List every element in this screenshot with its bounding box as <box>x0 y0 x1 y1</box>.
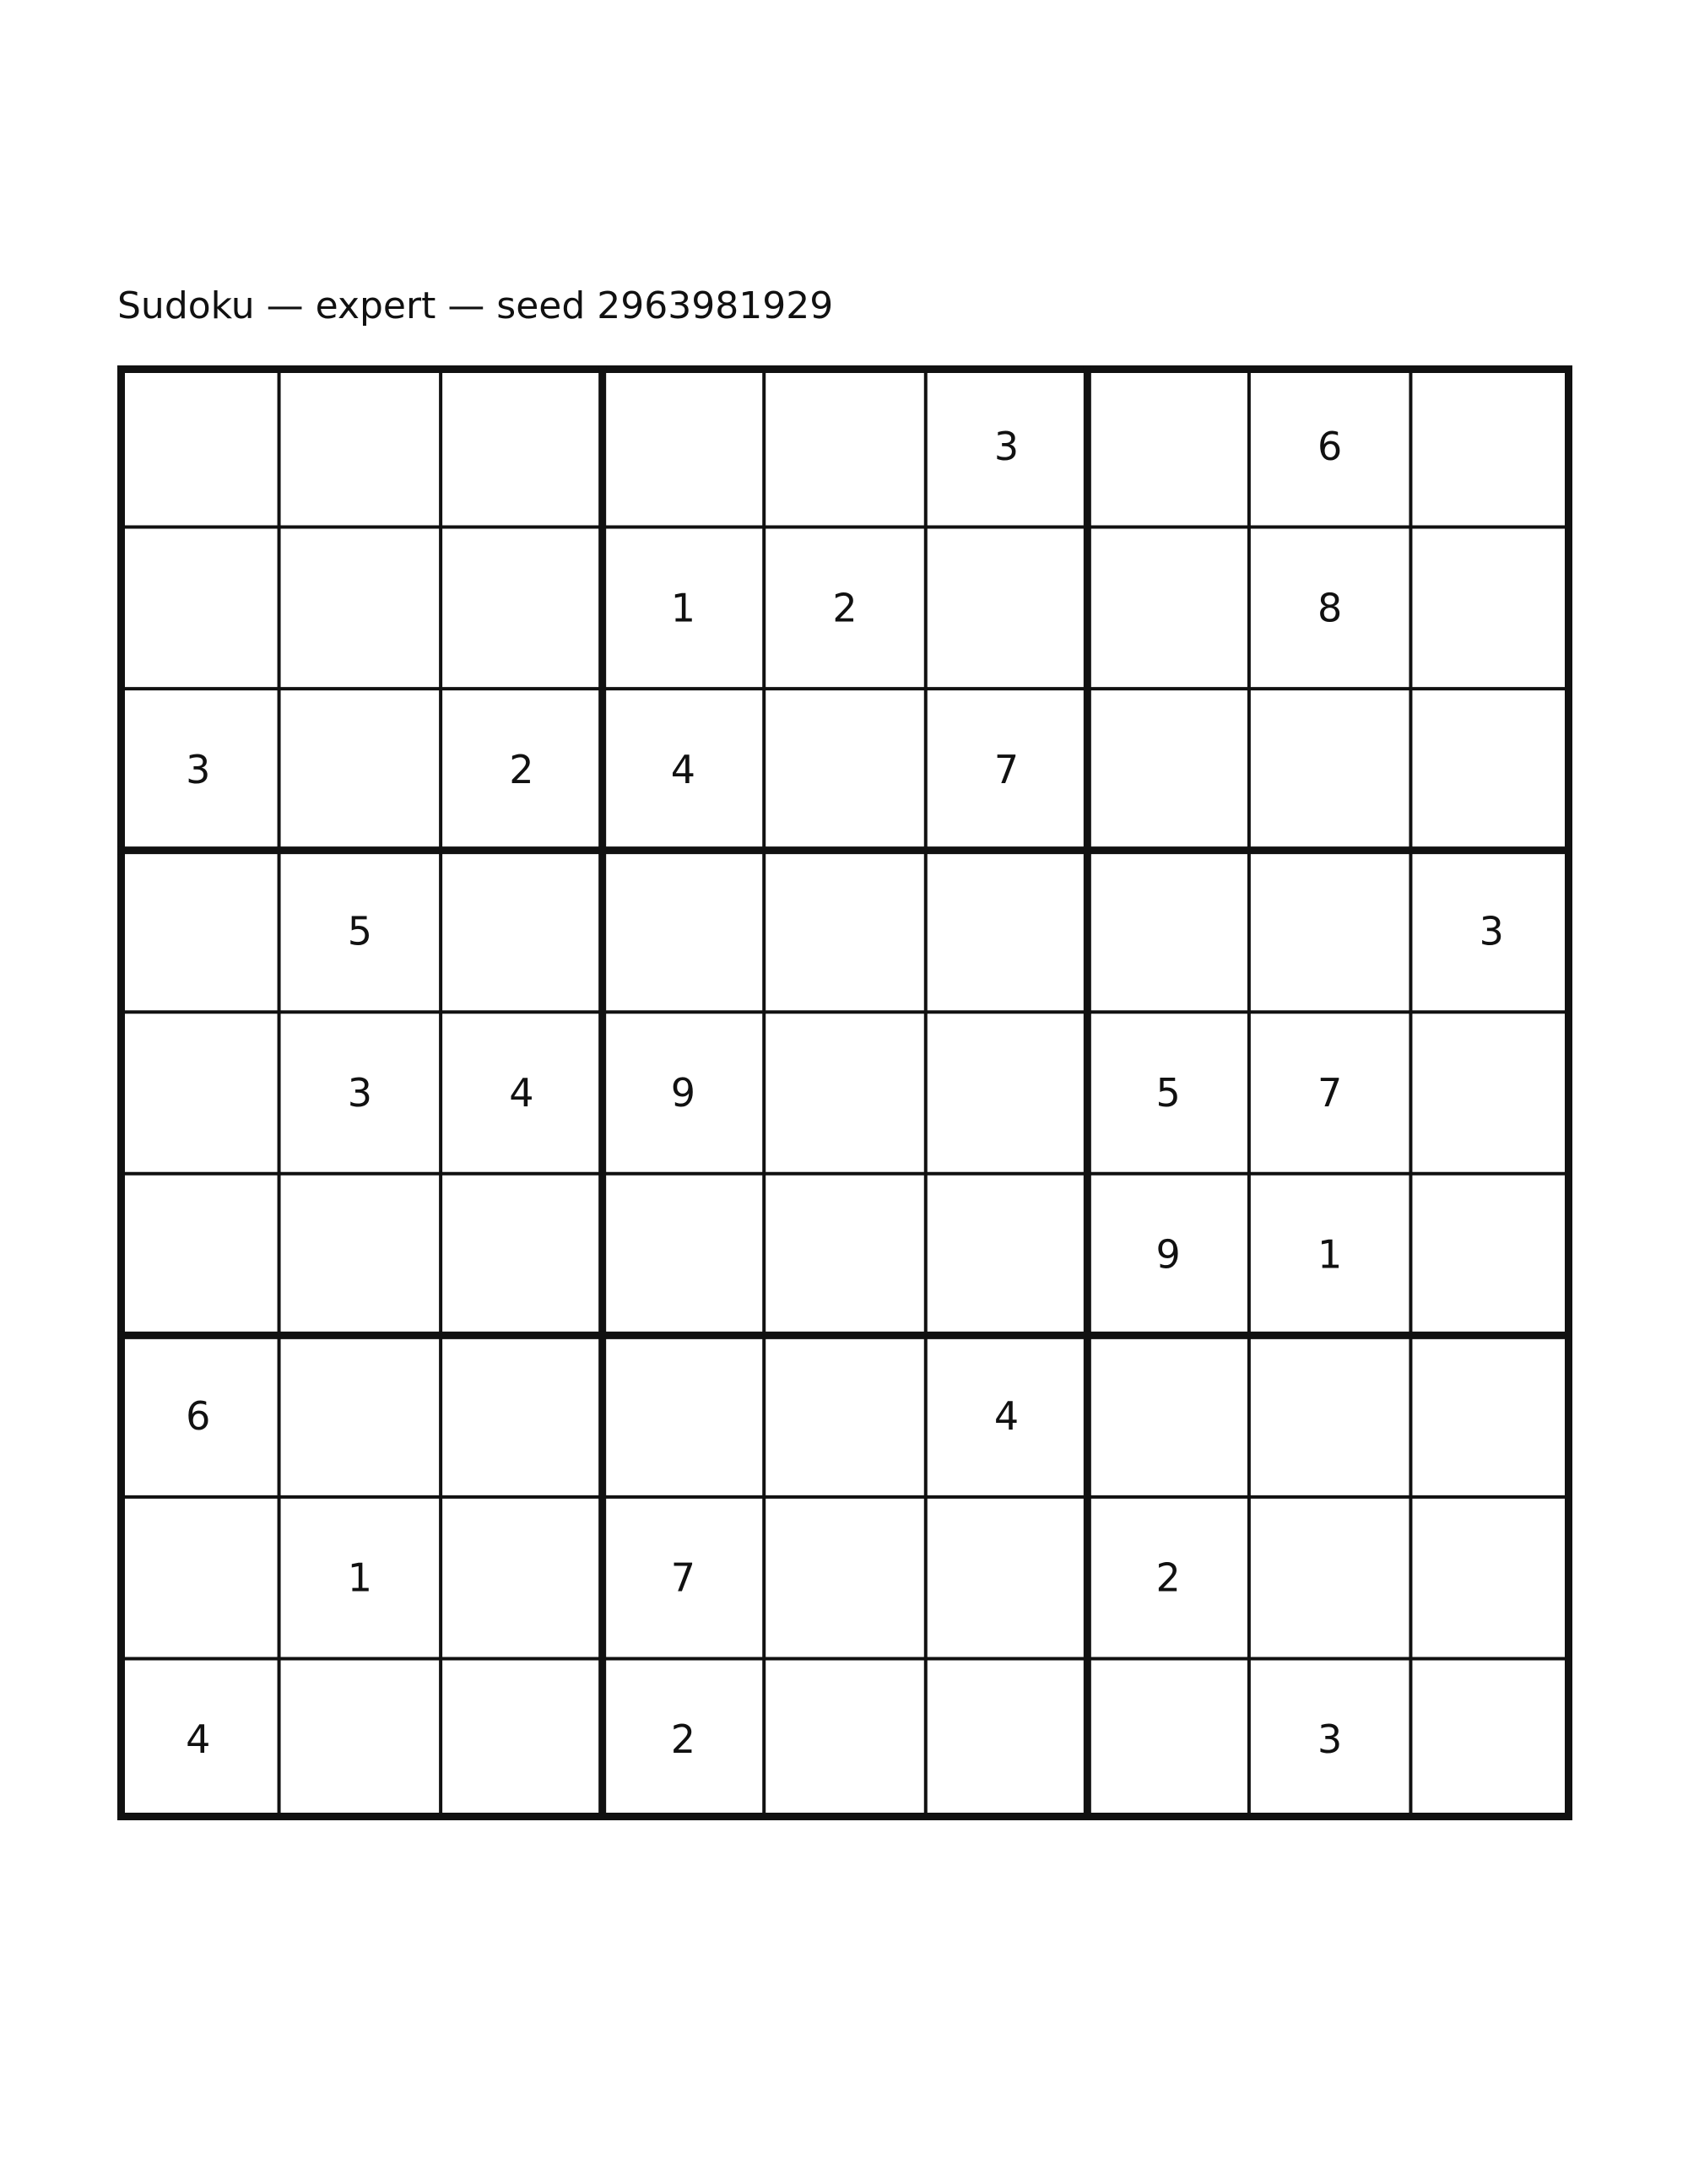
sudoku-cell[interactable] <box>279 851 441 1013</box>
sudoku-cell[interactable] <box>1087 1497 1249 1659</box>
sudoku-cell[interactable] <box>603 689 765 851</box>
sudoku-cell[interactable] <box>1249 689 1411 851</box>
sudoku-cell[interactable] <box>1249 851 1411 1013</box>
sudoku-cell[interactable] <box>1410 365 1572 527</box>
cell-background[interactable] <box>1410 1012 1572 1174</box>
sudoku-cell[interactable] <box>117 527 279 689</box>
cell-background[interactable] <box>926 1174 1088 1336</box>
sudoku-cell[interactable] <box>603 365 765 527</box>
sudoku-cell[interactable] <box>1249 1658 1411 1820</box>
given-digit: 1 <box>670 585 696 631</box>
sudoku-cell[interactable] <box>441 527 603 689</box>
sudoku-cell[interactable] <box>1249 527 1411 689</box>
given-digit: 1 <box>347 1554 372 1601</box>
cell-background[interactable] <box>1410 1497 1572 1659</box>
cell-background[interactable] <box>1087 1658 1249 1820</box>
cell-background[interactable] <box>1087 689 1249 851</box>
sudoku-cell[interactable] <box>279 1174 441 1336</box>
cell-background[interactable] <box>926 1012 1088 1174</box>
given-digit: 2 <box>1155 1554 1181 1601</box>
cell-background[interactable] <box>926 851 1088 1013</box>
cell-background[interactable] <box>279 365 441 527</box>
cell-background[interactable] <box>279 1174 441 1336</box>
sudoku-cell[interactable] <box>926 527 1088 689</box>
sudoku-cell[interactable] <box>117 1174 279 1336</box>
sudoku-cell[interactable] <box>1249 1174 1411 1336</box>
given-digit: 6 <box>186 1393 211 1440</box>
cells-layer <box>117 365 1572 1820</box>
sudoku-cell[interactable] <box>1410 1174 1572 1336</box>
sudoku-cell[interactable] <box>1087 1658 1249 1820</box>
cell-background[interactable] <box>117 1174 279 1336</box>
sudoku-cell[interactable] <box>926 1658 1088 1820</box>
sudoku-cell[interactable] <box>603 1658 765 1820</box>
sudoku-cell[interactable] <box>1087 1174 1249 1336</box>
sudoku-cell[interactable] <box>1087 1335 1249 1497</box>
cell-background[interactable] <box>1087 365 1249 527</box>
cell-background[interactable] <box>603 365 765 527</box>
sudoku-cell[interactable] <box>1410 1497 1572 1659</box>
sudoku-cell[interactable] <box>1087 851 1249 1013</box>
cell-background[interactable] <box>1087 527 1249 689</box>
sudoku-cell[interactable] <box>117 365 279 527</box>
given-digit: 4 <box>670 746 696 792</box>
cell-background[interactable] <box>764 1497 926 1659</box>
cell-background[interactable] <box>1410 689 1572 851</box>
cell-background[interactable] <box>441 851 603 1013</box>
cell-background[interactable] <box>117 365 279 527</box>
cell-background[interactable] <box>441 1658 603 1820</box>
sudoku-cell[interactable] <box>117 851 279 1013</box>
sudoku-cell[interactable] <box>441 1335 603 1497</box>
cell-background[interactable] <box>603 1335 765 1497</box>
sudoku-cell[interactable] <box>1249 1497 1411 1659</box>
sudoku-cell[interactable] <box>117 1335 279 1497</box>
sudoku-cell[interactable] <box>764 1012 926 1174</box>
sudoku-cell[interactable] <box>603 527 765 689</box>
sudoku-cell[interactable] <box>1410 851 1572 1013</box>
sudoku-cell[interactable] <box>279 1658 441 1820</box>
cell-background[interactable] <box>1410 1335 1572 1497</box>
sudoku-cell[interactable] <box>603 851 765 1013</box>
given-digit: 3 <box>186 746 211 792</box>
sudoku-cell[interactable] <box>764 365 926 527</box>
sudoku-cell[interactable] <box>926 689 1088 851</box>
sudoku-cell[interactable] <box>764 1335 926 1497</box>
given-digit: 3 <box>1317 1716 1343 1763</box>
given-digit: 3 <box>993 423 1020 469</box>
sudoku-cell[interactable] <box>279 365 441 527</box>
sudoku-cell[interactable] <box>926 1335 1088 1497</box>
sudoku-cell[interactable] <box>1410 1012 1572 1174</box>
cell-background[interactable] <box>441 527 603 689</box>
cell-background[interactable] <box>441 365 603 527</box>
cell-background[interactable] <box>764 1174 926 1336</box>
given-digit: 3 <box>347 1070 372 1116</box>
cell-background[interactable] <box>764 365 926 527</box>
sudoku-cell[interactable] <box>441 365 603 527</box>
given-digit: 9 <box>670 1070 696 1116</box>
cell-background[interactable] <box>279 689 441 851</box>
sudoku-cell[interactable] <box>603 1174 765 1336</box>
given-digit: 8 <box>1317 585 1343 631</box>
sudoku-cell[interactable] <box>1249 365 1411 527</box>
cell-background[interactable] <box>117 851 279 1013</box>
given-digit: 4 <box>186 1716 211 1763</box>
sudoku-cell[interactable] <box>926 1174 1088 1336</box>
sudoku-cell[interactable] <box>441 1012 603 1174</box>
cell-background[interactable] <box>1410 365 1572 527</box>
cell-background[interactable] <box>1249 1335 1411 1497</box>
sudoku-cell[interactable] <box>1410 527 1572 689</box>
cell-background[interactable] <box>764 1335 926 1497</box>
cell-background[interactable] <box>603 851 765 1013</box>
given-digit: 7 <box>993 746 1020 792</box>
sudoku-cell[interactable] <box>279 1497 441 1659</box>
sudoku-cell[interactable] <box>1087 1012 1249 1174</box>
cell-background[interactable] <box>926 1658 1088 1820</box>
sudoku-cell[interactable] <box>1410 1658 1572 1820</box>
cell-background[interactable] <box>117 1012 279 1174</box>
cell-background[interactable] <box>1249 689 1411 851</box>
sudoku-cell[interactable] <box>279 527 441 689</box>
sudoku-cell[interactable] <box>764 1174 926 1336</box>
sudoku-cell[interactable] <box>117 1012 279 1174</box>
cell-background[interactable] <box>764 1012 926 1174</box>
sudoku-cell[interactable] <box>926 1497 1088 1659</box>
sudoku-cell[interactable] <box>441 1658 603 1820</box>
given-digit: 7 <box>670 1554 696 1601</box>
cell-background[interactable] <box>279 1658 441 1820</box>
sudoku-cell[interactable] <box>1410 689 1572 851</box>
sudoku-cell[interactable] <box>117 1658 279 1820</box>
sudoku-cell[interactable] <box>764 689 926 851</box>
sudoku-cell[interactable] <box>1249 1012 1411 1174</box>
cell-background[interactable] <box>1410 1174 1572 1336</box>
given-digit: 2 <box>832 585 858 631</box>
sudoku-cell[interactable] <box>603 1335 765 1497</box>
sudoku-cell[interactable] <box>279 1012 441 1174</box>
sudoku-cell[interactable] <box>764 851 926 1013</box>
sudoku-cell[interactable] <box>1087 365 1249 527</box>
sudoku-cell[interactable] <box>1249 1335 1411 1497</box>
given-digit: 2 <box>509 746 534 792</box>
cell-background[interactable] <box>441 1174 603 1336</box>
sudoku-cell[interactable] <box>926 365 1088 527</box>
given-digit: 5 <box>347 908 372 954</box>
given-digit: 9 <box>1155 1231 1181 1278</box>
sudoku-cell[interactable] <box>441 689 603 851</box>
cell-background[interactable] <box>1249 1497 1411 1659</box>
cell-background[interactable] <box>279 527 441 689</box>
cell-background[interactable] <box>1410 1658 1572 1820</box>
sudoku-cell[interactable] <box>764 1497 926 1659</box>
given-digit: 4 <box>509 1070 534 1116</box>
sudoku-cell[interactable] <box>603 1012 765 1174</box>
cell-background[interactable] <box>117 527 279 689</box>
cell-background[interactable] <box>926 527 1088 689</box>
cell-background[interactable] <box>441 1335 603 1497</box>
sudoku-board[interactable] <box>117 365 1572 1820</box>
sudoku-cell[interactable] <box>117 1497 279 1659</box>
cell-background[interactable] <box>764 689 926 851</box>
sudoku-cell[interactable] <box>1410 1335 1572 1497</box>
given-digit: 1 <box>1317 1231 1343 1278</box>
cell-background[interactable] <box>1087 1335 1249 1497</box>
given-digit: 7 <box>1317 1070 1343 1116</box>
sudoku-cell[interactable] <box>926 1012 1088 1174</box>
sudoku-cell[interactable] <box>441 851 603 1013</box>
given-digit: 5 <box>1155 1070 1181 1116</box>
given-digit: 4 <box>993 1393 1020 1440</box>
given-digit: 6 <box>1317 423 1343 469</box>
sudoku-cell[interactable] <box>1087 689 1249 851</box>
sudoku-cell[interactable] <box>603 1497 765 1659</box>
sudoku-cell[interactable] <box>279 689 441 851</box>
sudoku-cell[interactable] <box>279 1335 441 1497</box>
cell-background[interactable] <box>117 1497 279 1659</box>
sudoku-cell[interactable] <box>441 1497 603 1659</box>
given-digit: 3 <box>1479 908 1504 954</box>
cell-background[interactable] <box>764 851 926 1013</box>
sudoku-cell[interactable] <box>441 1174 603 1336</box>
cell-background[interactable] <box>279 1335 441 1497</box>
puzzle-title: Sudoku — expert — seed 2963981929 <box>117 284 834 327</box>
cell-background[interactable] <box>1410 527 1572 689</box>
cell-background[interactable] <box>926 1497 1088 1659</box>
cell-background[interactable] <box>1249 851 1411 1013</box>
cell-background[interactable] <box>1087 851 1249 1013</box>
sudoku-cell[interactable] <box>764 527 926 689</box>
cell-background[interactable] <box>764 1658 926 1820</box>
sudoku-cell[interactable] <box>926 851 1088 1013</box>
given-digit: 2 <box>670 1716 696 1763</box>
sudoku-cell[interactable] <box>1087 527 1249 689</box>
cell-background[interactable] <box>603 1174 765 1336</box>
sudoku-cell[interactable] <box>764 1658 926 1820</box>
sudoku-cell[interactable] <box>117 689 279 851</box>
cell-background[interactable] <box>441 1497 603 1659</box>
